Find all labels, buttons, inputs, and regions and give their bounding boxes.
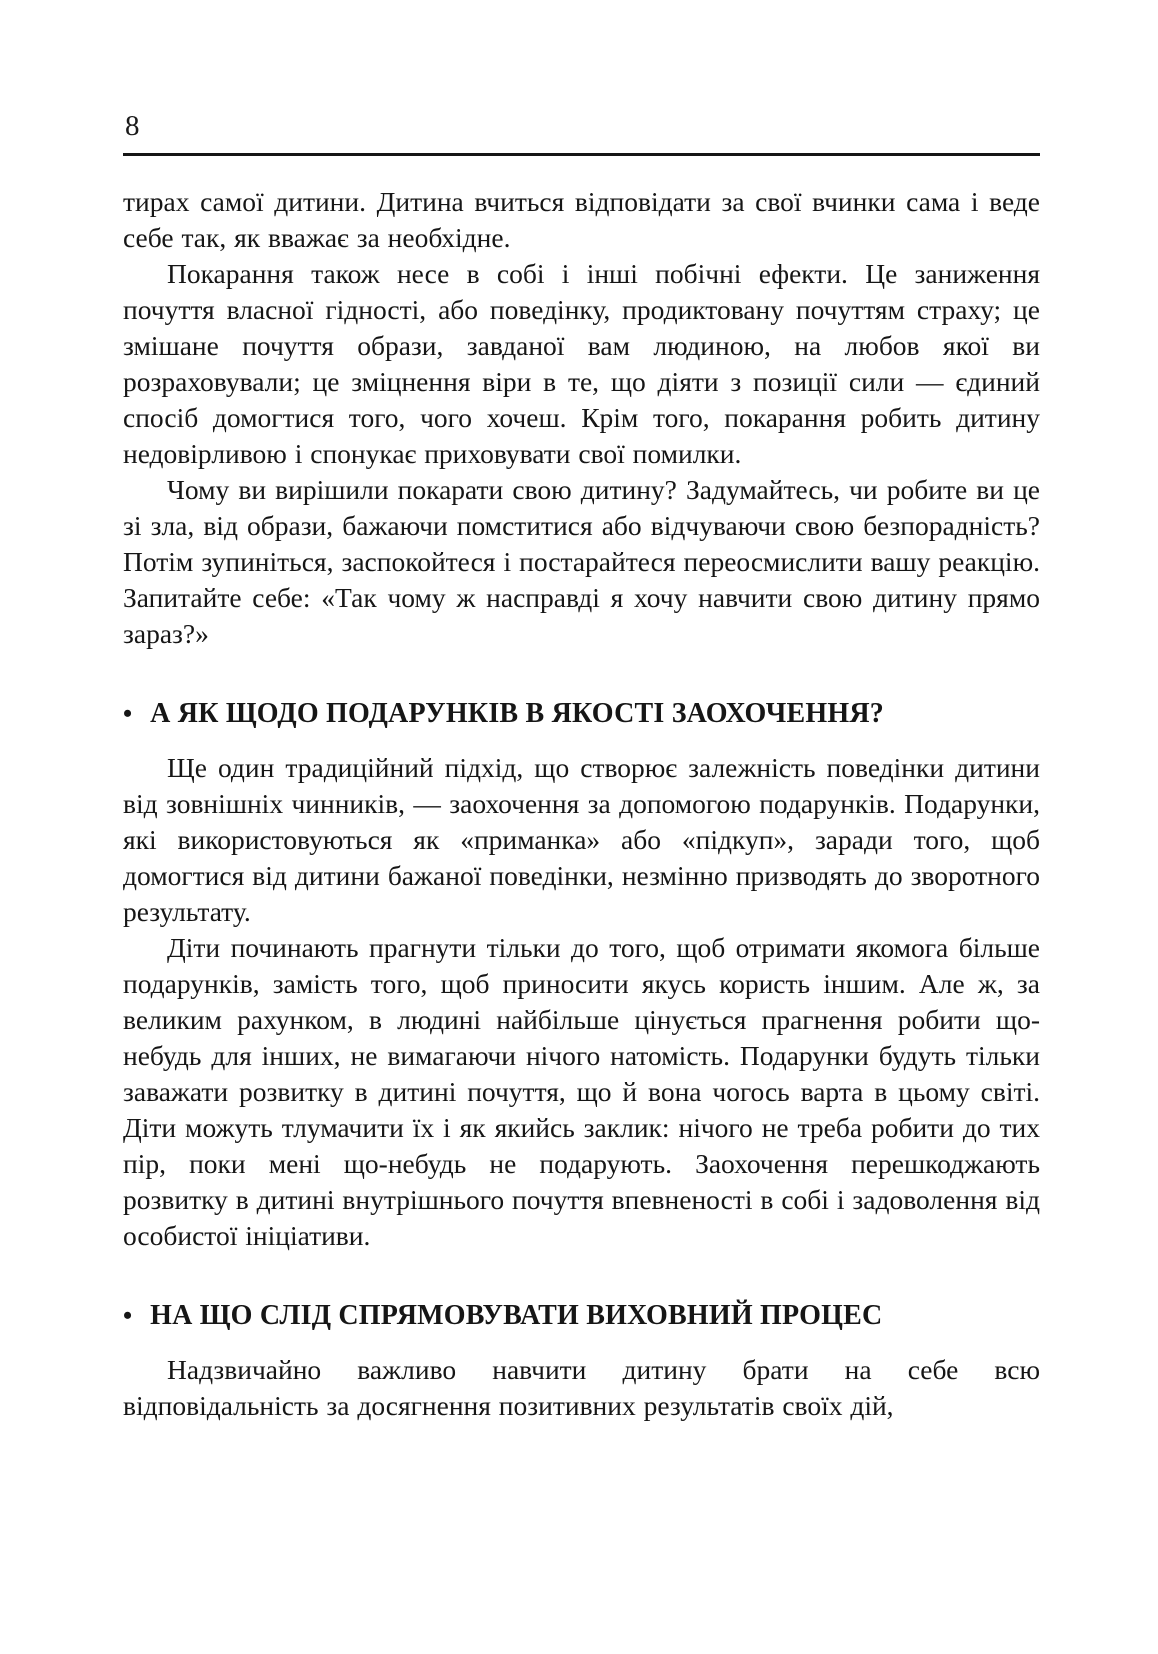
section-heading-text: А ЯК ЩОДО ПОДАРУНКІВ В ЯКОСТІ ЗАОХОЧЕННЯ? [150, 698, 884, 729]
section-heading-gifts [123, 696, 1040, 732]
bullet-icon: • [123, 699, 133, 728]
paragraph: Чому ви вирішили покарати свою дитину? Задумайтесь, чи робите ви це зі зла, від образи, бажаючи помститися або відчуваючи свою безпорадність? Потім зупиніться, заспокойтеся і постарайтеся переосмислити вашу реакцію. Запитайте себе: «Так чому ж насправді я хочу навчити свою дитину прямо зараз?» [123, 474, 1040, 649]
paragraph: Ще один традиційний підхід, що створює залежність поведінки дитини від зовнішніх чинників, — заохочення за допомогою подарунків. Подарунки, які використовуються як «приманка» або «підкуп», заради того, щоб домогтися від дитини бажаної поведінки, незмінно призводять до зворотного результату. [123, 752, 1040, 927]
section-heading-text: НА ЩО СЛІД СПРЯМОВУВАТИ ВИХОВНИЙ ПРОЦЕС [150, 1300, 883, 1331]
section-heading-upbringing [123, 1298, 1040, 1334]
paragraph-continuation: тирах самої дитини. Дитина вчиться відповідати за свої вчинки сама і веде себе так, як вважає за необхідне. [123, 186, 1040, 253]
page-body [123, 184, 1040, 1424]
bullet-icon: • [123, 1301, 133, 1330]
header-rule [123, 153, 1040, 156]
paragraph: Покарання також несе в собі і інші побічні ефекти. Це заниження почуття власної гідності, або поведінку, продиктовану почуттям страху; це змішане почуття образи, завданої вам людиною, на любов якої ви розраховували; це зміцнення віри в те, що діяти з позиції сили — єдиний спосіб домогтися того, чого хочеш. Крім того, покарання робить дитину недовірливою і спонукає приховувати свої помилки. [123, 258, 1040, 469]
paragraph: Діти починають прагнути тільки до того, щоб отримати якомога більше подарунків, замість того, щоб приносити якусь користь іншим. Але ж, за великим рахунком, в людині найбільше цінується прагнення робити що-небудь для інших, не вимагаючи нічого натомість. Подарунки будуть тільки заважати розвитку в дитині почуття, що й вона чогось варта в цьому світі. Діти можуть тлумачити їх і як якийсь заклик: нічого не треба робити до тих пір, поки мені що-небудь не подарують. Заохочення перешкоджають розвитку в дитині внутрішнього почуття впевненості в собі і задоволення від особистої ініціативи. [123, 932, 1040, 1251]
page-header [123, 112, 1040, 156]
paragraph: Надзвичайно важливо навчити дитину брати на себе всю відповідальність за досягнення позитивних результатів своїх дій, [123, 1354, 1040, 1421]
page-number: 8 [125, 110, 140, 142]
